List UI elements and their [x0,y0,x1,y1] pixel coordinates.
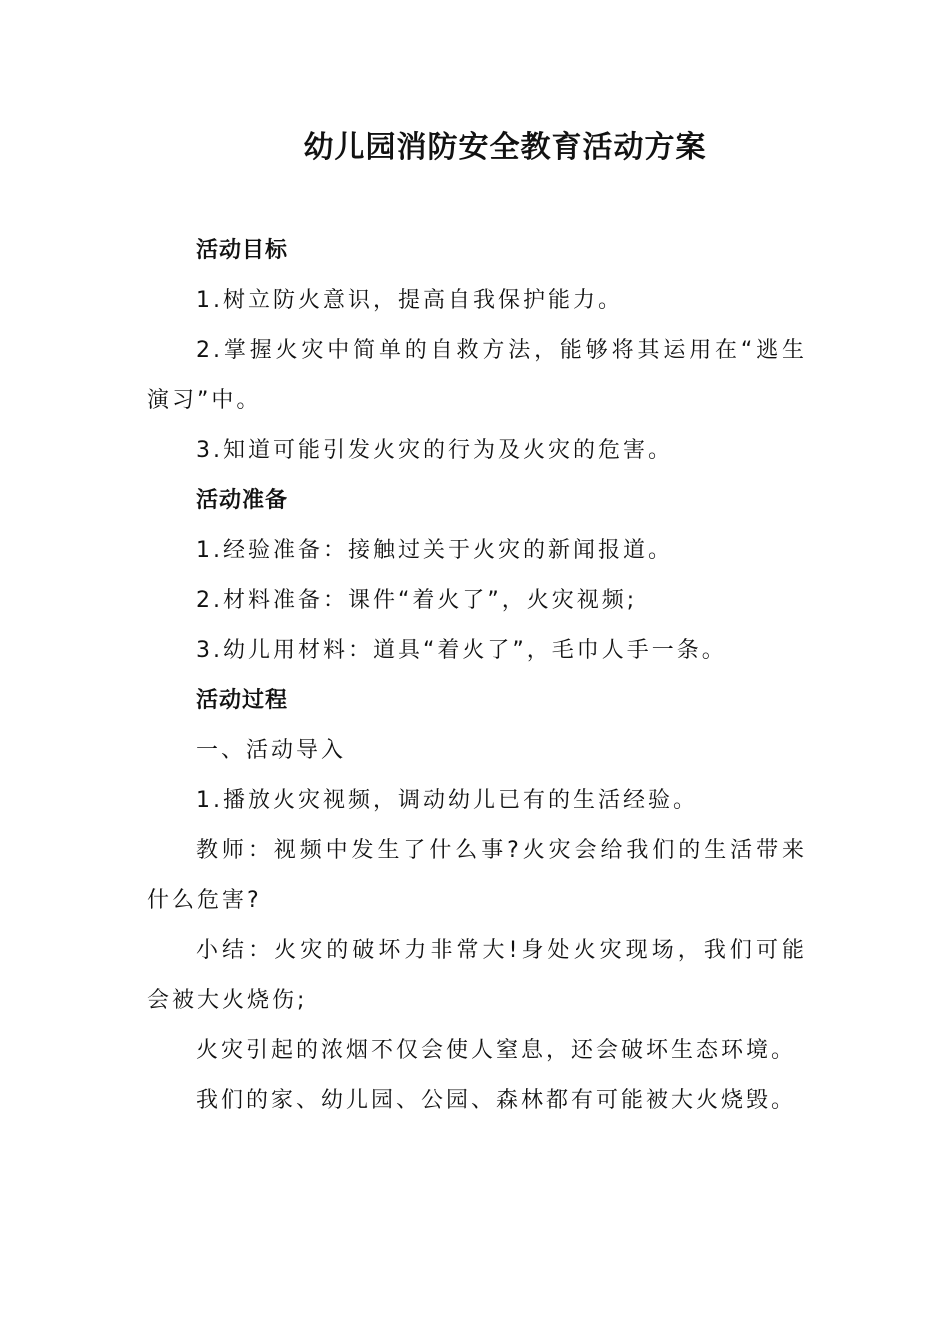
paragraph: 我们的家、幼儿园、公园、森林都有可能被大火烧毁。 [196,1088,797,1113]
paragraph: 小结：火灾的破坏力非常大!身处火灾现场，我们可能会被大火烧伤; [147,938,807,1013]
document-body [147,226,807,1126]
paragraph: 1.树立防火意识，提高自我保护能力。 [196,288,623,313]
paragraph: 1.播放火灾视频，调动幼儿已有的生活经验。 [196,788,698,813]
paragraph: 1.经验准备：接触过关于火灾的新闻报道。 [196,538,673,563]
paragraph: 3.知道可能引发火灾的行为及火灾的危害。 [196,438,673,463]
paragraph: 2.掌握火灾中简单的自救方法，能够将其运用在“逃生演习”中。 [147,338,807,413]
section-heading: 活动目标 [196,238,289,263]
section-heading: 活动准备 [196,488,289,513]
section-heading: 活动过程 [196,688,289,713]
document-title: 幼儿园消防安全教育活动方案 [303,130,707,165]
paragraph: 2.材料准备：课件“着火了”，火灾视频; [196,588,638,613]
paragraph: 教师：视频中发生了什么事?火灾会给我们的生活带来什么危害? [147,838,807,913]
paragraph: 3.幼儿用材料：道具“着火了”，毛巾人手一条。 [196,638,727,663]
paragraph: 火灾引起的浓烟不仅会使人窒息，还会破坏生态环境。 [196,1038,797,1063]
paragraph: 一、活动导入 [196,738,347,763]
